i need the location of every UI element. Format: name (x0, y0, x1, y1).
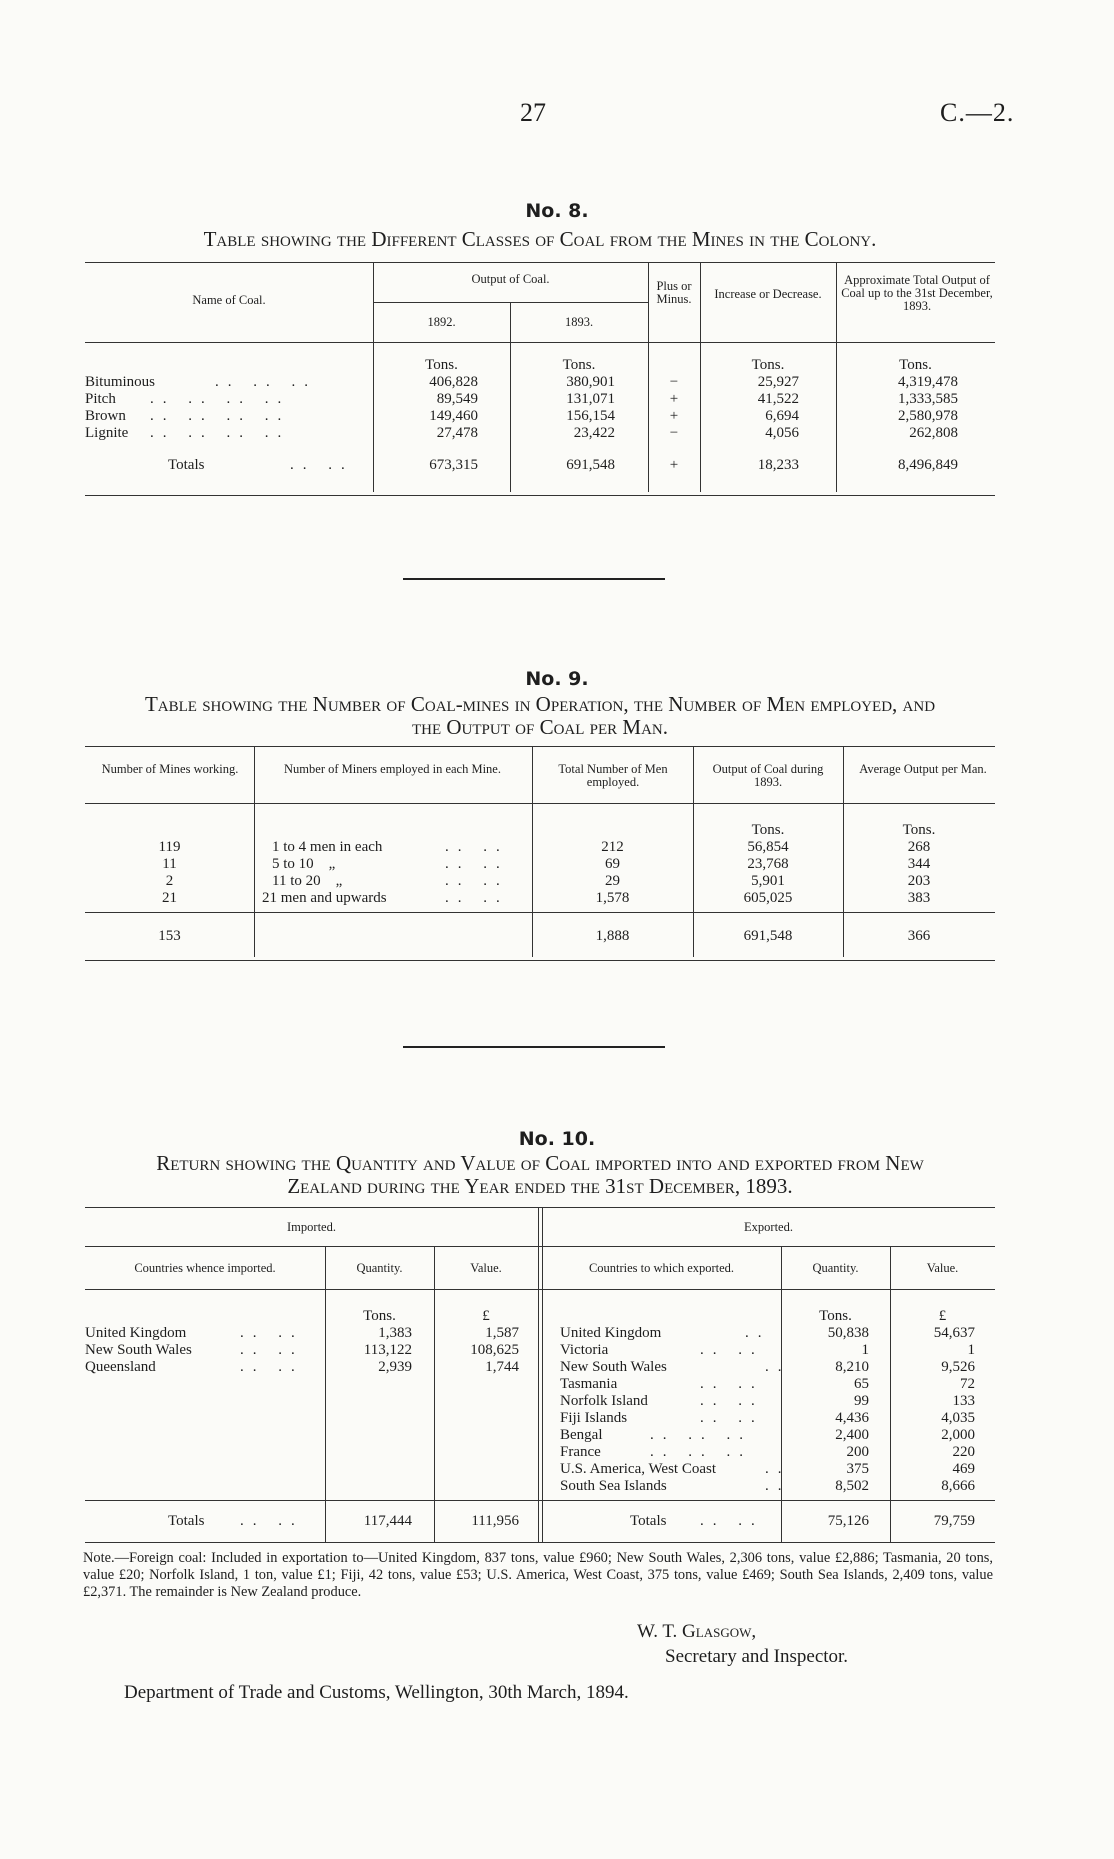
output-1893: 131,071 (566, 391, 615, 407)
table9-header-miners: Number of Miners employed in each Mine. (284, 762, 501, 776)
coal-name: Lignite (85, 425, 129, 441)
export-quantity: 1 (861, 1342, 869, 1358)
exported-label: Exported. (744, 1220, 793, 1234)
import-value: 1,587 (485, 1325, 519, 1341)
unit-label: Tons. (751, 357, 785, 373)
export-country: South Sea Islands (560, 1478, 667, 1494)
coal-output: 23,768 (747, 856, 789, 872)
miners-range: 1 to 4 men in each (272, 839, 383, 855)
header-exp-value: Value. (926, 1261, 959, 1275)
export-country: Bengal (560, 1427, 603, 1443)
export-value: 8,666 (941, 1478, 975, 1494)
coal-name: Pitch (85, 391, 116, 407)
unit-label: Tons. (902, 822, 936, 838)
change: 25,927 (757, 374, 799, 390)
men-employed: 1,578 (595, 890, 630, 906)
import-value: 1,744 (485, 1359, 519, 1375)
miners-range: 5 to 10 „ (272, 856, 336, 872)
header-exp-quantity: Quantity. (812, 1261, 859, 1275)
export-country: New South Wales (560, 1359, 667, 1375)
change: 4,056 (765, 425, 799, 441)
unit-label: £ (482, 1308, 490, 1324)
coal-output: 56,854 (747, 839, 789, 855)
approx-total: 262,808 (909, 425, 958, 441)
export-country: Fiji Islands (560, 1410, 628, 1426)
total-1892: 673,315 (429, 457, 478, 473)
table8-title: Table showing the Different Classes of Coal from the Mines in the Colony. (203, 227, 877, 251)
men-employed: 69 (605, 856, 620, 872)
approx-total: 4,319,478 (898, 374, 958, 390)
output-1892: 27,478 (436, 425, 478, 441)
miners-range: 21 men and upwards (262, 890, 387, 906)
leader-dots: .. (745, 1325, 771, 1341)
unit-label: Tons. (751, 822, 785, 838)
mines-count: 21 (162, 890, 177, 906)
men-employed: 212 (601, 839, 624, 855)
unit-label: Tons. (819, 1308, 852, 1324)
table8-header-plus-minus: Plus or Minus. (656, 279, 692, 306)
change: 6,694 (765, 408, 799, 424)
leader-dots: .. .. (445, 839, 509, 855)
section-divider (403, 1046, 665, 1048)
table8-header-name: Name of Coal. (192, 293, 266, 307)
leader-dots: .. (765, 1359, 791, 1375)
signature-name: W. T. Glasgow, (637, 1621, 757, 1642)
export-totals-label: Totals (630, 1513, 667, 1529)
table8-header-output: Output of Coal. (471, 272, 550, 286)
total-men: 1,888 (595, 928, 630, 944)
footnote: Note.—Foreign coal: Included in exportation to—United Kingdom, 837 tons, value £960; New South Wales, 2,306 tons, value £2,886; Tasmania, 20 tons, value £20; Norfolk Island, 1 ton, value £1; Fiji, 42 tons, value £53; U.S. America, West Coast, 375 tons, value £469; South Sea Islands, 2,409 tons, value £2,371. The remainder is New Zealand produce. (83, 1550, 993, 1600)
export-quantity: 4,436 (835, 1410, 869, 1426)
unit-label: £ (938, 1308, 947, 1324)
leader-dots: .. .. (700, 1342, 764, 1358)
export-country: Norfolk Island (560, 1393, 648, 1409)
leader-dots: .. .. (240, 1359, 304, 1375)
export-value: 4,035 (941, 1410, 975, 1426)
leader-dots: .. .. .. (215, 374, 317, 390)
output-1893: 156,154 (566, 408, 615, 424)
header-imp-country: Countries whence imported. (134, 1261, 276, 1275)
output-1893: 380,901 (566, 374, 615, 390)
table10-title-line2: Zealand during the Year ended the 31st December, 1893. (287, 1174, 793, 1198)
export-total-quantity: 75,126 (827, 1513, 869, 1529)
leader-dots: .. (765, 1461, 791, 1477)
output-1892: 149,460 (429, 408, 478, 424)
table8-header-1893: 1893. (564, 315, 594, 329)
export-value: 220 (952, 1444, 975, 1460)
leader-dots: .. .. .. .. (150, 391, 291, 407)
average-output: 383 (907, 890, 931, 906)
leader-dots: .. .. (700, 1410, 764, 1426)
export-quantity: 50,838 (827, 1325, 869, 1341)
import-totals-label: Totals (168, 1513, 205, 1529)
leader-dots: .. .. .. (650, 1444, 752, 1460)
output-1893: 23,422 (573, 425, 615, 441)
export-quantity: 375 (846, 1461, 869, 1477)
total-1893: 691,548 (566, 457, 615, 473)
export-country: Tasmania (560, 1376, 618, 1392)
signature-title: Secretary and Inspector. (665, 1646, 849, 1667)
approx-total: 2,580,978 (898, 408, 958, 424)
import-country: New South Wales (85, 1342, 192, 1358)
table8-header-increase: Increase or Decrease. (714, 287, 822, 301)
table9-title-line1: Table showing the Number of Coal-mines in Operation, the Number of Men employed, and (144, 692, 936, 716)
total-mines: 153 (158, 928, 181, 944)
export-quantity: 200 (846, 1444, 869, 1460)
table9-header-mines: Number of Mines working. (101, 762, 239, 776)
export-value: 133 (952, 1393, 975, 1409)
export-quantity: 2,400 (835, 1427, 869, 1443)
sign: − (669, 425, 679, 441)
header-imp-value: Value. (470, 1261, 502, 1275)
unit-label: Tons. (363, 1308, 396, 1324)
leader-dots: .. .. (700, 1393, 764, 1409)
table10-title-line1: Return showing the Quantity and Value of Coal imported into and exported from New (156, 1151, 924, 1175)
leader-dots: .. .. .. .. (150, 408, 291, 424)
export-quantity: 65 (854, 1376, 869, 1392)
average-output: 344 (907, 856, 931, 872)
leader-dots: .. .. (240, 1342, 304, 1358)
leader-dots: .. .. (240, 1513, 304, 1529)
table9-header-average: Average Output per Man. (859, 762, 987, 776)
import-country: United Kingdom (85, 1325, 187, 1341)
mines-count: 119 (158, 839, 181, 855)
leader-dots: .. .. (445, 890, 509, 906)
change: 41,522 (757, 391, 799, 407)
import-quantity: 2,939 (378, 1359, 412, 1375)
import-total-value: 111,956 (471, 1513, 519, 1529)
unit-label: Tons. (562, 357, 596, 373)
header-imp-quantity: Quantity. (356, 1261, 403, 1275)
coal-output: 605,025 (743, 890, 793, 906)
average-output: 268 (907, 839, 931, 855)
sign: + (669, 408, 679, 424)
import-value: 108,625 (470, 1342, 519, 1358)
table9-header-output: Output of Coal during 1893. (712, 762, 824, 789)
export-quantity: 8,210 (835, 1359, 869, 1375)
table10-number: No. 10. (518, 1128, 596, 1150)
unit-label: Tons. (899, 357, 932, 373)
leader-dots: .. .. (290, 457, 354, 473)
mines-count: 2 (165, 873, 174, 889)
total-sign: + (669, 457, 679, 473)
export-value: 72 (960, 1376, 975, 1392)
leader-dots: .. .. .. .. (150, 425, 291, 441)
table8-header-1892: 1892. (427, 315, 456, 329)
coal-output: 5,901 (751, 873, 785, 889)
import-quantity: 113,122 (363, 1342, 412, 1358)
import-total-quantity: 117,444 (363, 1513, 412, 1529)
export-value: 9,526 (941, 1359, 975, 1375)
total-average: 366 (907, 928, 931, 944)
coal-name: Brown (85, 408, 126, 424)
export-country: France (560, 1444, 601, 1460)
leader-dots: .. .. (445, 856, 509, 872)
table8-header-approx-total: Approximate Total Output of Coal up to the 31st December, 1893. (841, 273, 993, 313)
totals-label: Totals (168, 457, 205, 473)
leader-dots: .. .. (700, 1513, 764, 1529)
leader-dots: .. .. .. (650, 1427, 752, 1443)
department-line: Department of Trade and Customs, Wellington, 30th March, 1894. (124, 1682, 629, 1703)
total-approx: 8,496,849 (898, 457, 958, 473)
export-quantity: 99 (854, 1393, 869, 1409)
export-value: 1 (967, 1342, 975, 1358)
total-output: 691,548 (743, 928, 793, 944)
import-country: Queensland (85, 1359, 156, 1375)
export-country: United Kingdom (560, 1325, 662, 1341)
men-employed: 29 (605, 873, 620, 889)
page-reference: C.—2. (940, 98, 1015, 127)
table9-header-men: Total Number of Men employed. (558, 762, 668, 789)
miners-range: 11 to 20 „ (272, 873, 343, 889)
export-country: Victoria (560, 1342, 609, 1358)
mines-count: 11 (162, 856, 177, 872)
unit-label: Tons. (425, 357, 458, 373)
export-value: 54,637 (933, 1325, 975, 1341)
export-value: 2,000 (941, 1427, 975, 1443)
section-divider (403, 578, 665, 580)
export-country: U.S. America, West Coast (560, 1461, 716, 1477)
total-change: 18,233 (757, 457, 799, 473)
table9-title-line2: the Output of Coal per Man. (411, 715, 668, 739)
page-number: 27 (520, 98, 546, 127)
header-exp-country: Countries to which exported. (588, 1261, 735, 1275)
approx-total: 1,333,585 (898, 391, 958, 407)
import-quantity: 1,383 (378, 1325, 412, 1341)
leader-dots: .. .. (445, 873, 509, 889)
imported-label: Imported. (287, 1220, 336, 1234)
leader-dots: .. .. (700, 1376, 764, 1392)
table8-number: No. 8. (525, 200, 589, 222)
leader-dots: .. (765, 1478, 791, 1494)
export-total-value: 79,759 (933, 1513, 975, 1529)
average-output: 203 (907, 873, 931, 889)
export-quantity: 8,502 (835, 1478, 869, 1494)
export-value: 469 (952, 1461, 975, 1477)
leader-dots: .. .. (240, 1325, 304, 1341)
output-1892: 406,828 (429, 374, 478, 390)
sign: + (669, 391, 679, 407)
coal-name: Bituminous (85, 374, 156, 390)
sign: − (669, 374, 679, 390)
output-1892: 89,549 (436, 391, 478, 407)
table9-number: No. 9. (525, 668, 589, 690)
